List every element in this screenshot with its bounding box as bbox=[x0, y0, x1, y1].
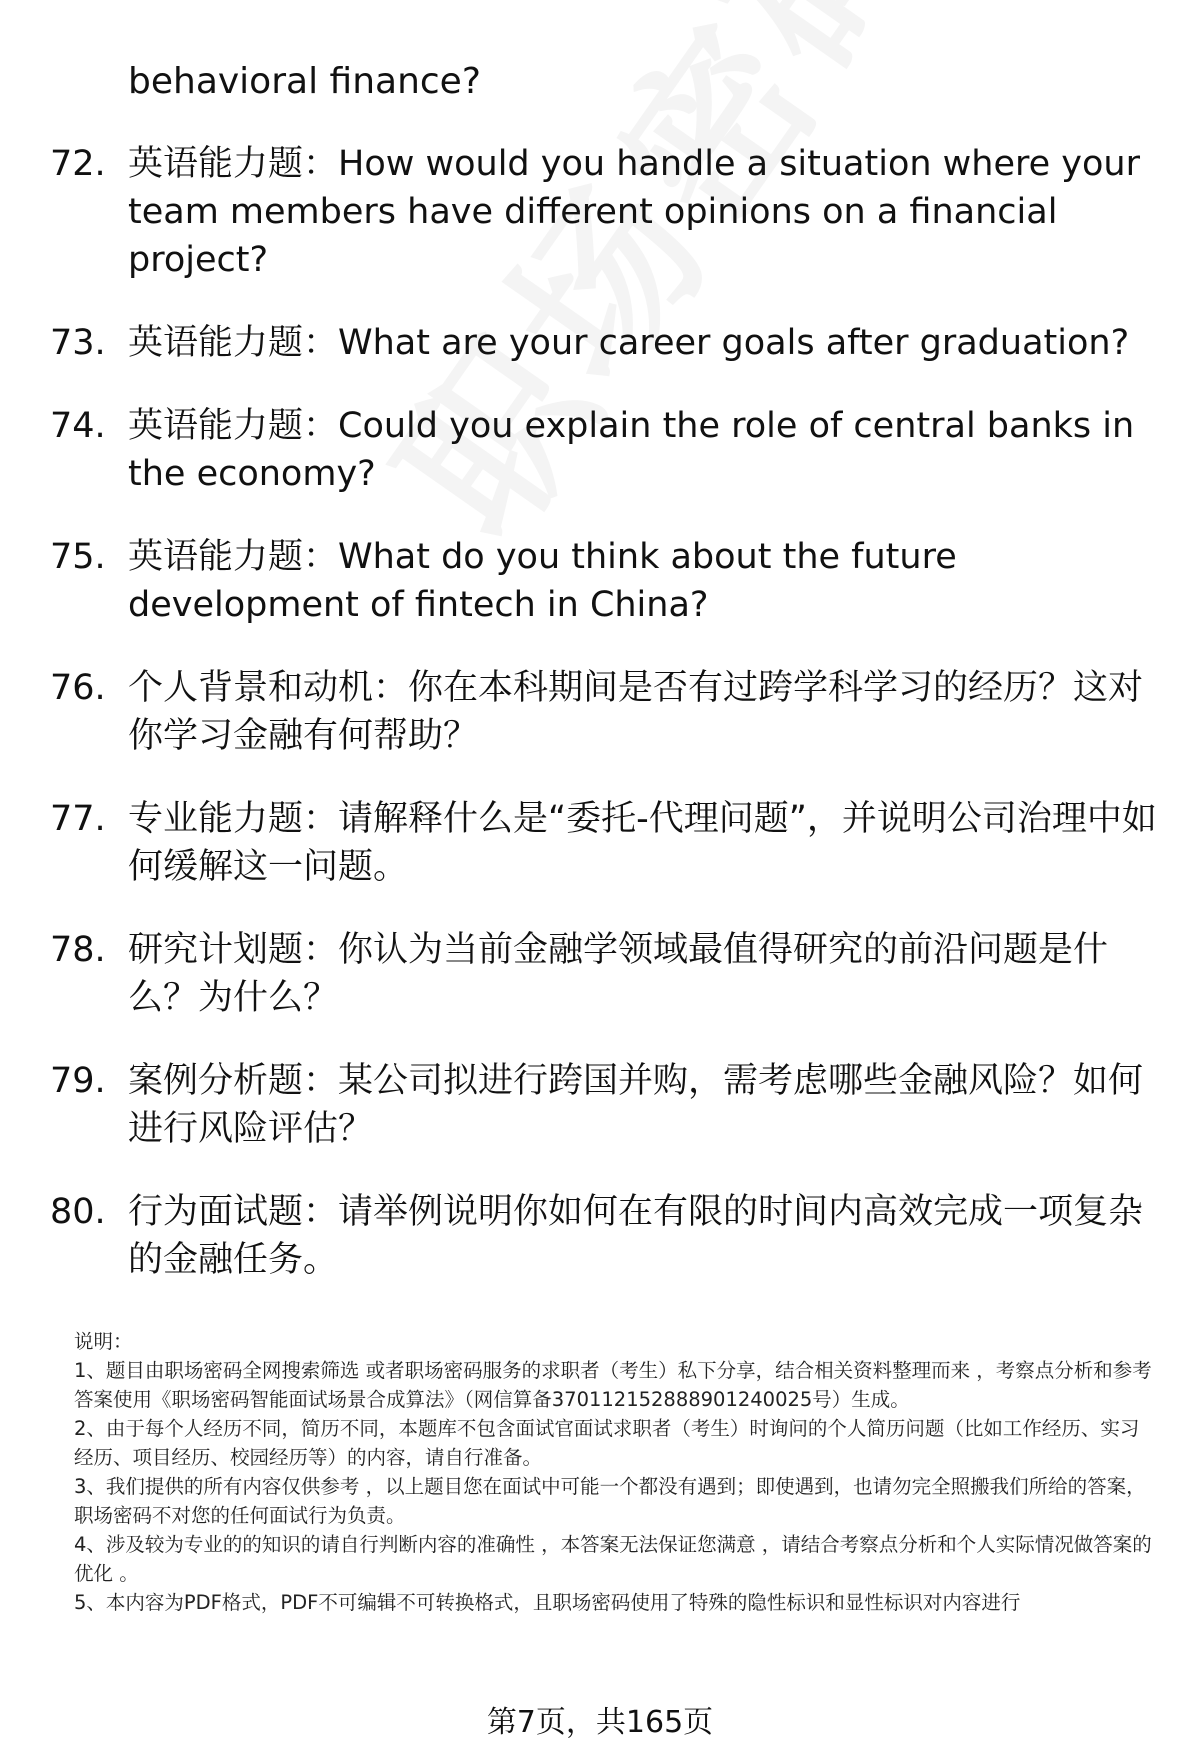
question-item bbox=[50, 140, 1160, 284]
question-number: 72. bbox=[50, 144, 106, 184]
question-text: 专业能力题：请解释什么是“委托-代理问题”，并说明公司治理中如何缓解这一问题。 bbox=[128, 799, 1157, 887]
question-item bbox=[50, 795, 1160, 891]
continued-question-text: behavioral finance? bbox=[128, 61, 481, 102]
question-text: 英语能力题：Could you explain the role of central banks in the economy? bbox=[128, 406, 1135, 494]
question-text: 个人背景和动机：你在本科期间是否有过跨学科学习的经历？这对你学习金融有何帮助？ bbox=[128, 668, 1144, 756]
question-number: 75. bbox=[50, 537, 106, 577]
note-item: 4、涉及较为专业的的知识的请自行判断内容的准确性 ，本答案无法保证您满意 ，请结合考察点分析和个人实际情况做答案的优化 。 bbox=[74, 1533, 1152, 1585]
question-list bbox=[50, 140, 1160, 1319]
question-item bbox=[50, 402, 1160, 498]
question-item bbox=[50, 926, 1160, 1022]
question-number: 77. bbox=[50, 799, 106, 839]
notes-section bbox=[74, 1327, 1154, 1617]
question-item bbox=[50, 533, 1160, 629]
question-text: 行为面试题：请举例说明你如何在有限的时间内高效完成一项复杂的金融任务。 bbox=[128, 1192, 1144, 1280]
question-item bbox=[50, 319, 1160, 367]
question-item bbox=[50, 1057, 1160, 1153]
question-number: 80. bbox=[50, 1192, 106, 1232]
notes-title: 说明： bbox=[74, 1330, 133, 1353]
note-item: 1、题目由职场密码全网搜索筛选 或者职场密码服务的求职者（考生）私下分享，结合相关资料整理而来 ，考察点分析和参考答案使用《职场密码智能面试场景合成算法》（网信算备370112152888901240025号）生成。 bbox=[74, 1359, 1152, 1411]
question-item bbox=[50, 1188, 1160, 1284]
question-item bbox=[50, 664, 1160, 760]
question-text: 案例分析题：某公司拟进行跨国并购，需考虑哪些金融风险？如何进行风险评估？ bbox=[128, 1061, 1144, 1149]
question-text: 英语能力题：What do you think about the future development of fintech in China? bbox=[128, 537, 957, 625]
question-text: 英语能力题：How would you handle a situation where your team members have different opinions on a financial project? bbox=[128, 144, 1140, 280]
question-number: 73. bbox=[50, 323, 106, 363]
question-number: 79. bbox=[50, 1061, 106, 1101]
page-number: 第7页，共165页 bbox=[486, 1705, 714, 1740]
question-number: 78. bbox=[50, 930, 106, 970]
note-item: 5、本内容为PDF格式，PDF不可编辑不可转换格式，且职场密码使用了特殊的隐性标识和显性标识对内容进行 bbox=[74, 1591, 1021, 1614]
question-number: 76. bbox=[50, 668, 106, 708]
question-text: 英语能力题：What are your career goals after graduation? bbox=[128, 323, 1130, 363]
note-item: 3、我们提供的所有内容仅供参考 ，以上题目您在面试中可能一个都没有遇到；即使遇到，也请勿完全照搬我们所给的答案，职场密码不对您的任何面试行为负责。 bbox=[74, 1475, 1146, 1527]
question-text: 研究计划题：你认为当前金融学领域最值得研究的前沿问题是什么？为什么？ bbox=[128, 930, 1109, 1018]
note-item: 2、由于每个人经历不同，简历不同，本题库不包含面试官面试求职者（考生）时询问的个人简历问题（比如工作经历、实习经历、项目经历、校园经历等）的内容，请自行准备。 bbox=[74, 1417, 1140, 1469]
question-number: 74. bbox=[50, 406, 106, 446]
